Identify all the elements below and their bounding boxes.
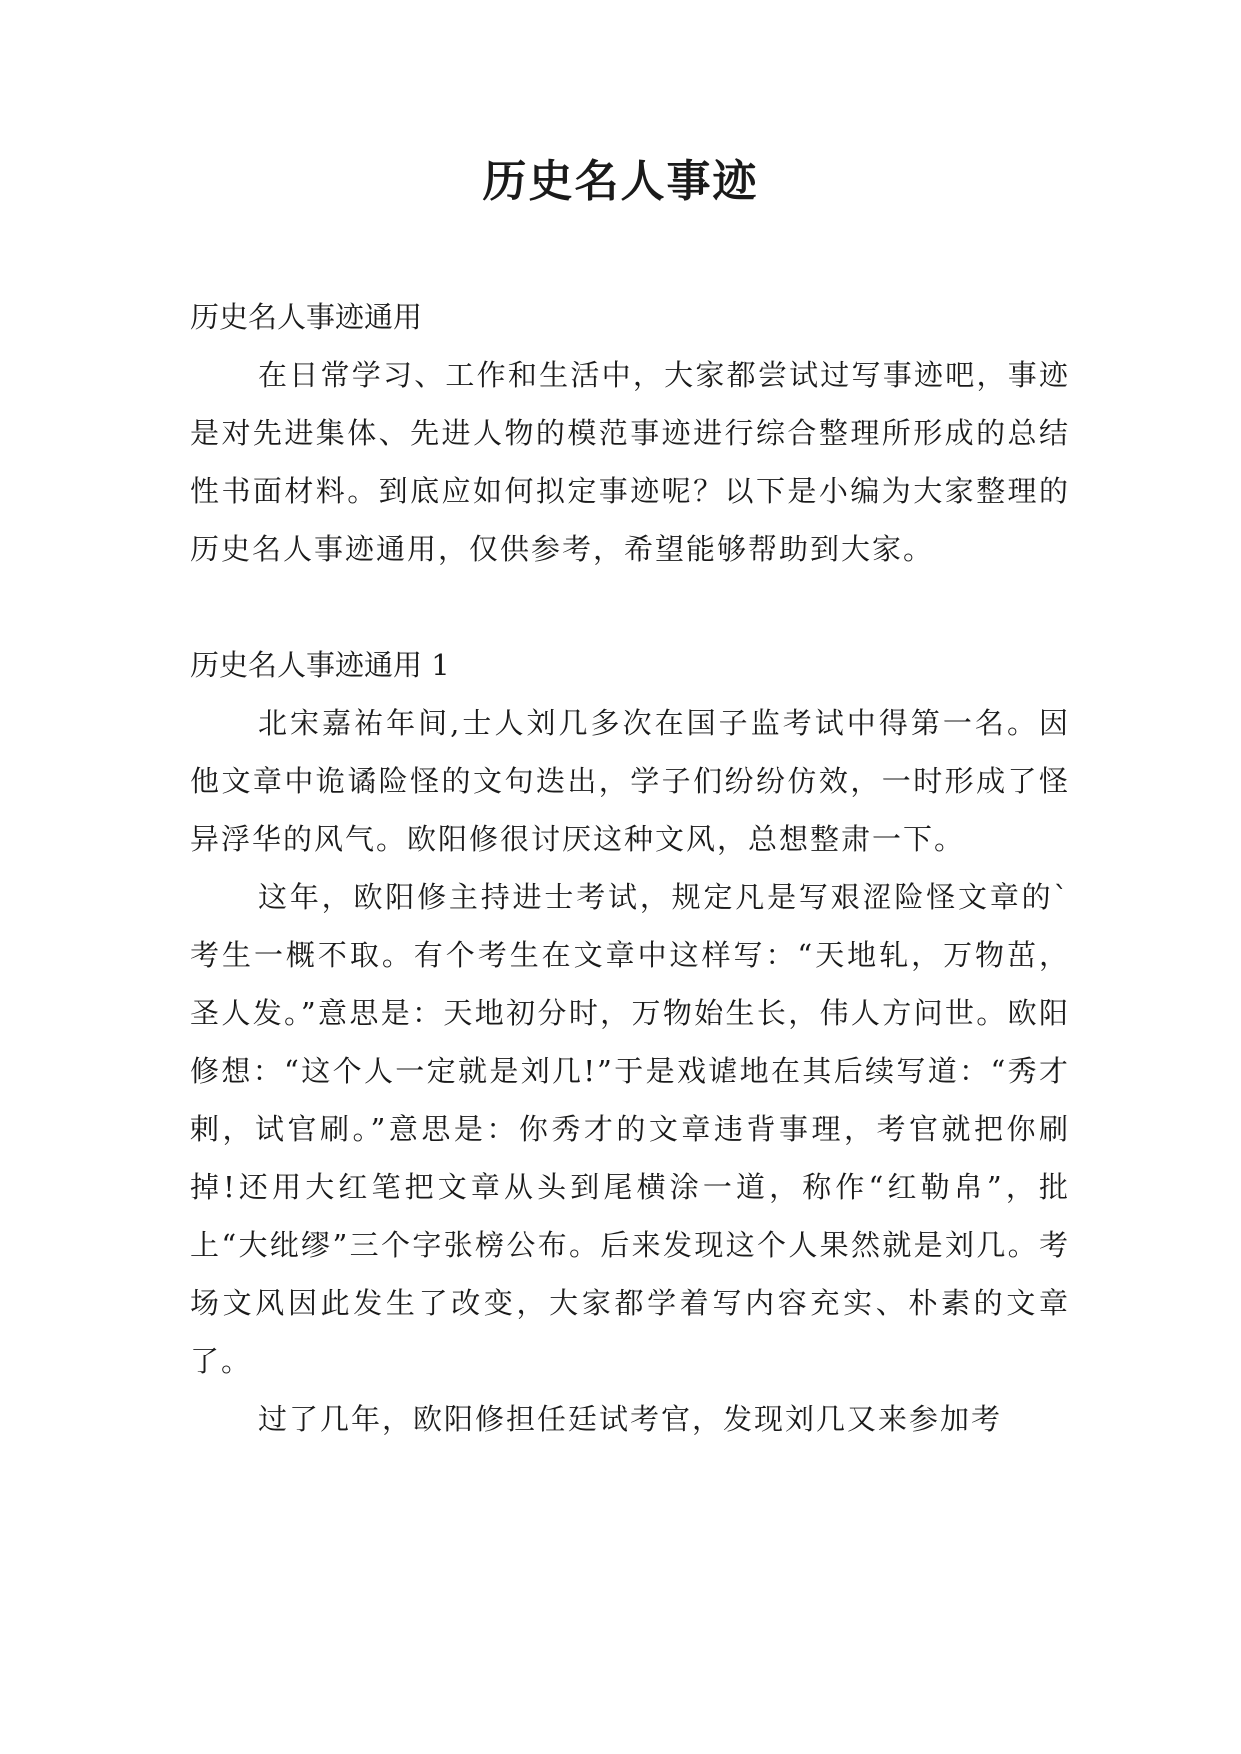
section-spacer [190, 578, 1070, 636]
section-paragraph: 过了几年，欧阳修担任廷试考官，发现刘几又来参加考 [258, 1402, 1003, 1436]
section-heading: 历史名人事迹通用 1 [190, 648, 450, 682]
intro-heading: 历史名人事迹通用 [190, 300, 423, 334]
section-paragraph: 北宋嘉祐年间,士人刘几多次在国子监考试中得第一名。因他文章中诡谲险怪的文句迭出，学子们纷纷仿效，一时形成了怪异浮华的风气。欧阳修很讨厌这种文风，总想整肃一下。 [190, 706, 1070, 856]
document-body [190, 288, 1070, 1448]
document-title: 历史名人事迹 [482, 156, 759, 207]
intro-paragraph: 在日常学习、工作和生活中，大家都尝试过写事迹吧，事迹是对先进集体、先进人物的模范事迹进行综合整理所形成的总结性书面材料。到底应如何拟定事迹呢？以下是小编为大家整理的历史名人事迹通用，仅供参考，希望能够帮助到大家。 [190, 358, 1070, 566]
section-paragraph: 这年，欧阳修主持进士考试，规定凡是写艰涩险怪文章的`考生一概不取。有个考生在文章中这样写：“天地轧，万物茁，圣人发。”意思是：天地初分时，万物始生长，伟人方问世。欧阳修想：“这个人一定就是刘几!”于是戏谑地在其后续写道：“秀才剌，试官刷。”意思是：你秀才的文章违背事理，考官就把你刷掉!还用大红笔把文章从头到尾横涂一道，称作“红勒帛”，批上“大纰缪”三个字张榜公布。后来发现这个人果然就是刘几。考场文风因此发生了改变，大家都学着写内容充实、朴素的文章了。 [190, 880, 1070, 1378]
